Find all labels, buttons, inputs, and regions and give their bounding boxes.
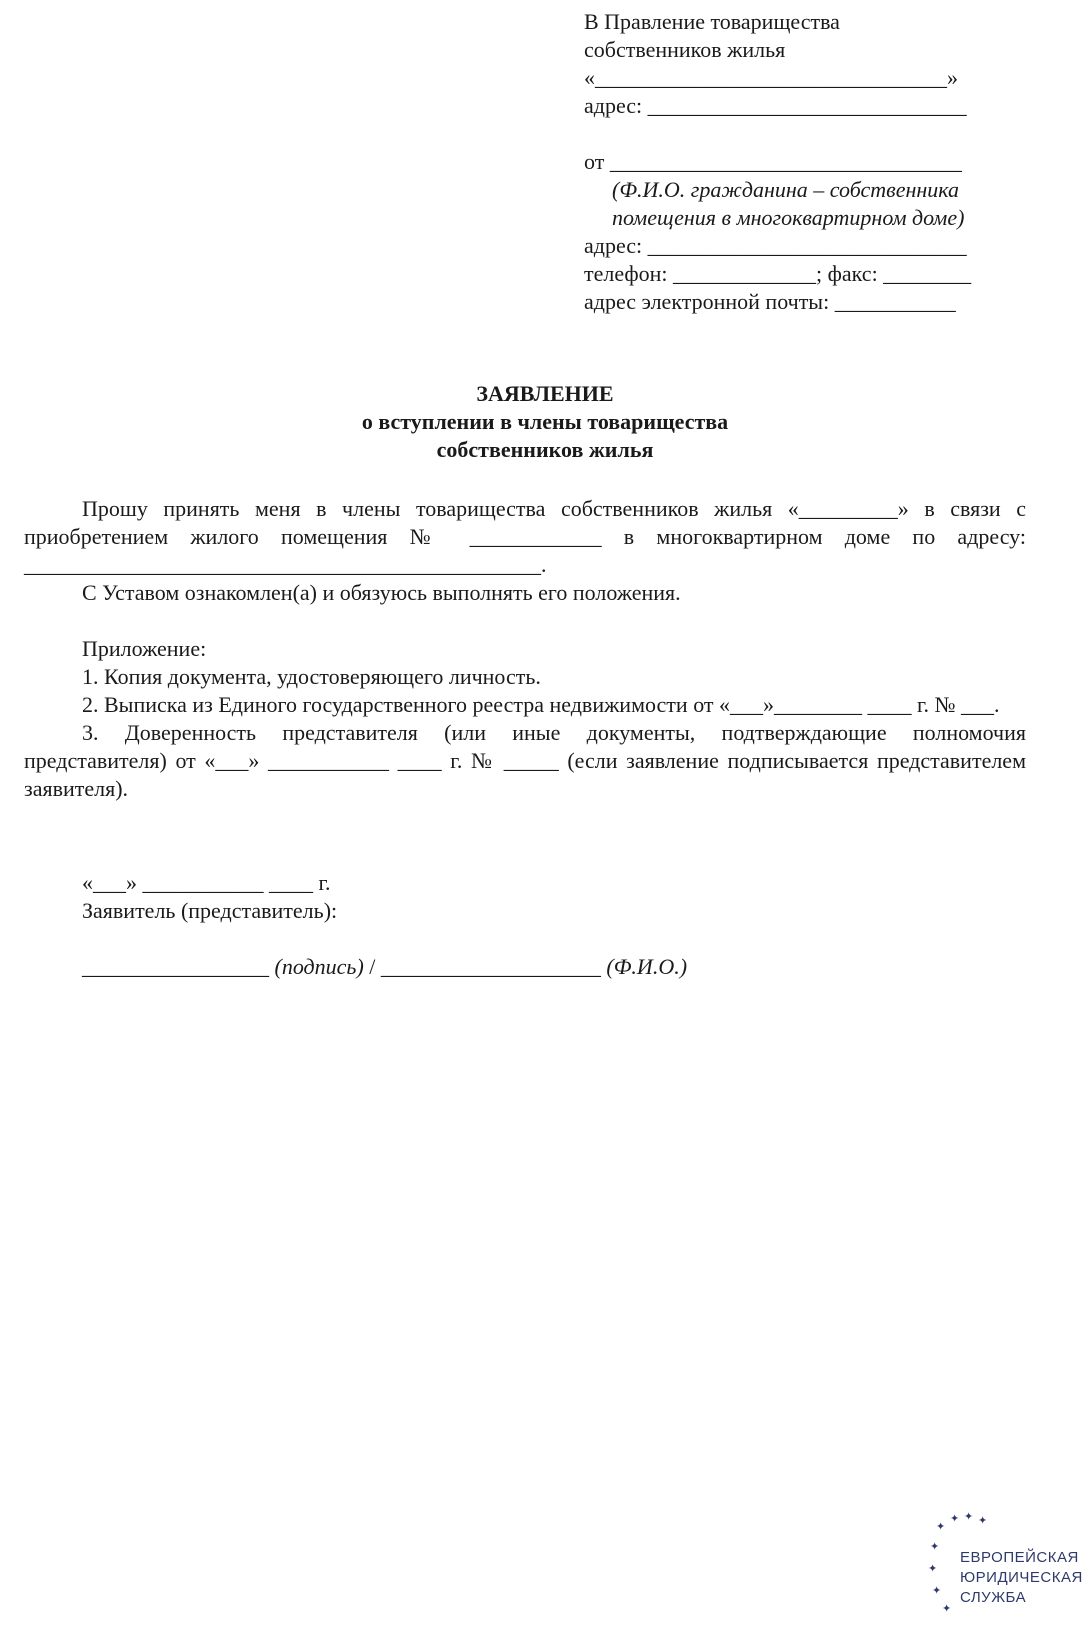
applicant-name-field: от ________________________________	[584, 149, 962, 174]
svg-text:✦: ✦	[978, 1514, 988, 1527]
svg-text:✦: ✦	[932, 1584, 942, 1597]
appendix-item-3: 3. Доверенность представителя (или иные документы, подтверждающие полномочия представителя) от «___» ___________ ____ г. № _____ (если заявление подписывается представителем заявителя).	[24, 720, 1026, 801]
addressee-block	[584, 8, 1024, 316]
addressee-line-1: В Правление товарищества	[584, 9, 840, 34]
signature-blank: _________________	[82, 954, 275, 979]
appendix-item-1: 1. Копия документа, удостоверяющего личность.	[82, 664, 541, 689]
name-label: (Ф.И.О.)	[606, 954, 688, 979]
applicant-name-hint: (Ф.И.О. гражданина – собственника помещения в многоквартирном доме)	[612, 177, 965, 230]
applicant-email-field: адрес электронной почты: ___________	[584, 289, 956, 314]
svg-text:✦: ✦	[964, 1510, 974, 1523]
applicant-address-field: адрес: _____________________________	[584, 233, 967, 258]
signature-row	[82, 953, 982, 981]
svg-text:✦: ✦	[930, 1540, 940, 1553]
hoa-address-field: адрес: _____________________________	[584, 93, 967, 118]
applicant-phone-fax-field: телефон: _____________; факс: ________	[584, 261, 972, 286]
charter-paragraph: С Уставом ознакомлен(а) и обязуюсь выполнять его положения.	[82, 580, 681, 605]
document-body	[24, 495, 1026, 803]
request-paragraph: Прошу принять меня в члены товарищества собственников жилья «_________» в связи с приобретением жилого помещения № ____________ в многоквартирном доме по адресу: _______________________________________________.	[24, 496, 1026, 577]
company-logo	[928, 1510, 1083, 1630]
applicant-label: Заявитель (представитель):	[82, 898, 338, 923]
signature-label: (подпись)	[274, 954, 364, 979]
svg-text:✦: ✦	[936, 1520, 946, 1533]
appendix-item-2: 2. Выписка из Единого государственного реестра недвижимости от «___»________ ____ г. № ___.	[82, 692, 1000, 717]
addressee-line-2: собственников жилья	[584, 37, 786, 62]
hoa-name-field: «________________________________»	[584, 65, 958, 90]
svg-text:✦: ✦	[942, 1602, 952, 1615]
name-blank: ____________________	[380, 954, 607, 979]
logo-line-2: ЮРИДИЧЕСКАЯ	[960, 1569, 1083, 1586]
document-subtitle-1: о вступлении в члены товарищества	[361, 409, 729, 434]
svg-text:✦: ✦	[950, 1512, 960, 1525]
signature-block	[82, 869, 982, 981]
svg-text:✦: ✦	[928, 1562, 938, 1575]
logo-text	[960, 1548, 1083, 1608]
document-subtitle-2: собственников жилья	[436, 437, 654, 462]
logo-line-1: ЕВРОПЕЙСКАЯ	[960, 1549, 1079, 1566]
date-field: «___» ___________ ____ г.	[82, 870, 331, 895]
document-title: ЗАЯВЛЕНИЕ	[476, 381, 614, 406]
document-title-block	[0, 380, 1090, 464]
signature-separator: /	[363, 954, 381, 979]
logo-line-3: СЛУЖБА	[960, 1589, 1027, 1606]
appendix-label: Приложение:	[82, 636, 207, 661]
